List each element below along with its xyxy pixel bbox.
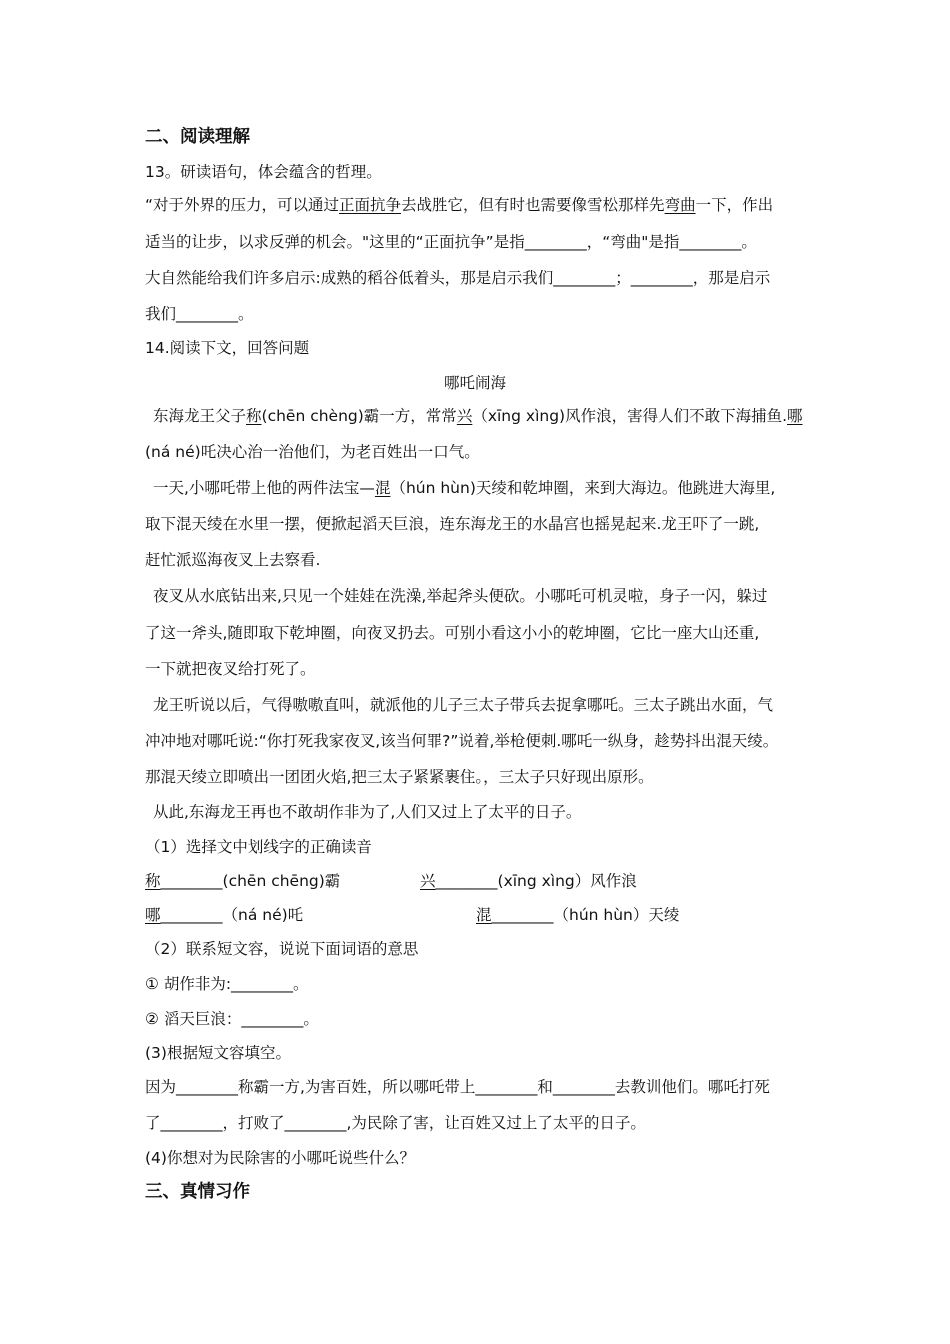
underlined-char: 哪	[145, 906, 161, 924]
option-4	[476, 905, 679, 925]
text: 东海龙王父子	[153, 407, 247, 425]
passage-line-2: (ná né)吒决心治一治他们，为老百姓出一口气。	[145, 443, 480, 461]
text: ________(xīng xìng）风作浪	[435, 872, 637, 890]
option-2	[420, 871, 637, 891]
q13-line-2: 适当的让步，以求反弹的机会。"这里的“正面抗争”是指________，“弯曲"是指________。	[145, 233, 757, 251]
passage-title: 哪吒闹海	[443, 374, 506, 392]
underlined-char: 称	[145, 872, 161, 890]
text: 去战胜它，但有时也需要像雪松那样先	[401, 196, 665, 214]
underlined-char: 混	[476, 906, 492, 924]
text: ________（ná né)吒	[160, 906, 304, 924]
underlined-phrase: 正面抗争	[339, 196, 402, 214]
underlined-char: 称	[246, 407, 262, 425]
underlined-char: 兴	[420, 872, 436, 890]
passage-line-4: 取下混天绫在水里一摆，便掀起滔天巨浪，连东海龙王的水晶宫也摇晃起来.龙王吓了一跳,	[145, 515, 760, 533]
question-14-prompt: 14.阅读下文，回答问题	[145, 339, 310, 357]
passage-line-1	[153, 406, 803, 426]
underlined-phrase: 弯曲	[664, 196, 696, 214]
section-heading-writing: 三、真情习作	[145, 1182, 250, 1202]
passage-line-10: 冲冲地对哪吒说:“你打死我家夜叉,该当何罪?”说着,举枪便刺.哪吒一纵身，趁势抖出混天绫。	[145, 732, 779, 750]
passage-line-5: 赶忙派巡海夜叉上去察看.	[145, 551, 321, 569]
text: ________（hún hùn）天绫	[491, 906, 680, 924]
text: 一天,小哪吒带上他的两件法宝—	[153, 479, 375, 497]
text: ________(chēn chēng)霸	[160, 872, 341, 890]
passage-line-8: 一下就把夜叉给打死了。	[145, 660, 316, 678]
underlined-char: 混	[374, 479, 391, 497]
subquestion-4: (4)你想对为民除害的小哪吒说些什么？	[145, 1149, 415, 1167]
passage-line-9: 龙王听说以后，气得嗷嗷直叫，就派他的儿子三太子带兵去捉拿哪吒。三太子跳出水面，气	[153, 696, 774, 714]
text: （xīng xìng)风作浪，害得人们不敢下海捕鱼.	[472, 407, 788, 425]
passage-line-6: 夜叉从水底钻出来,只见一个娃娃在洗澡,举起斧头便砍。小哪吒可机灵啦，身子一闪，躲过	[153, 587, 768, 605]
option-1	[145, 871, 340, 891]
subquestion-2-item-2: ② 滔天巨浪：________。	[145, 1010, 319, 1028]
subquestion-3: (3)根据短文容填空。	[145, 1044, 291, 1062]
subquestion-3-line-2: 了________，打败了________,为民除了害，让百姓又过上了太平的日子。	[145, 1114, 646, 1132]
passage-line-12: 从此,东海龙王再也不敢胡作非为了,人们又过上了太平的日子。	[153, 803, 582, 821]
text: 一下，作出	[695, 196, 774, 214]
subquestion-1: （1）选择文中划线字的正确读音	[145, 838, 372, 856]
section-heading-reading: 二、阅读理解	[145, 127, 250, 147]
text: （hún hùn)天绫和乾坤圈，来到大海边。他跳进大海里,	[390, 479, 776, 497]
text: (chēn chèng)霸一方，常常	[261, 407, 457, 425]
passage-line-3	[153, 478, 775, 498]
q13-line-1	[145, 195, 773, 215]
q13-line-3: 大自然能给我们许多启示:成熟的稻谷低着头，那是启示我们________；________，那是启示	[145, 269, 771, 287]
underlined-char: 兴	[456, 407, 473, 425]
text: “对于外界的压力，可以通过	[145, 196, 340, 214]
subquestion-2-item-1: ① 胡作非为:________。	[145, 975, 309, 993]
q13-line-4: 我们________。	[145, 305, 254, 323]
subquestion-3-line-1: 因为________称霸一方,为害百姓，所以哪吒带上________和________去教训他们。哪吒打死	[145, 1078, 770, 1096]
subquestion-2: （2）联系短文容，说说下面词语的意思	[145, 940, 419, 958]
question-13-prompt: 13。研读语句，体会蕴含的哲理。	[145, 163, 382, 181]
option-3	[145, 905, 303, 925]
passage-line-7: 了这一斧头,随即取下乾坤圈，向夜叉扔去。可别小看这小小的乾坤圈，它比一座大山还重,	[145, 624, 760, 642]
underlined-char: 哪	[787, 407, 803, 425]
passage-line-11: 那混天绫立即喷出一团团火焰,把三太子紧紧裹住。，三太子只好现出原形。	[145, 768, 654, 786]
